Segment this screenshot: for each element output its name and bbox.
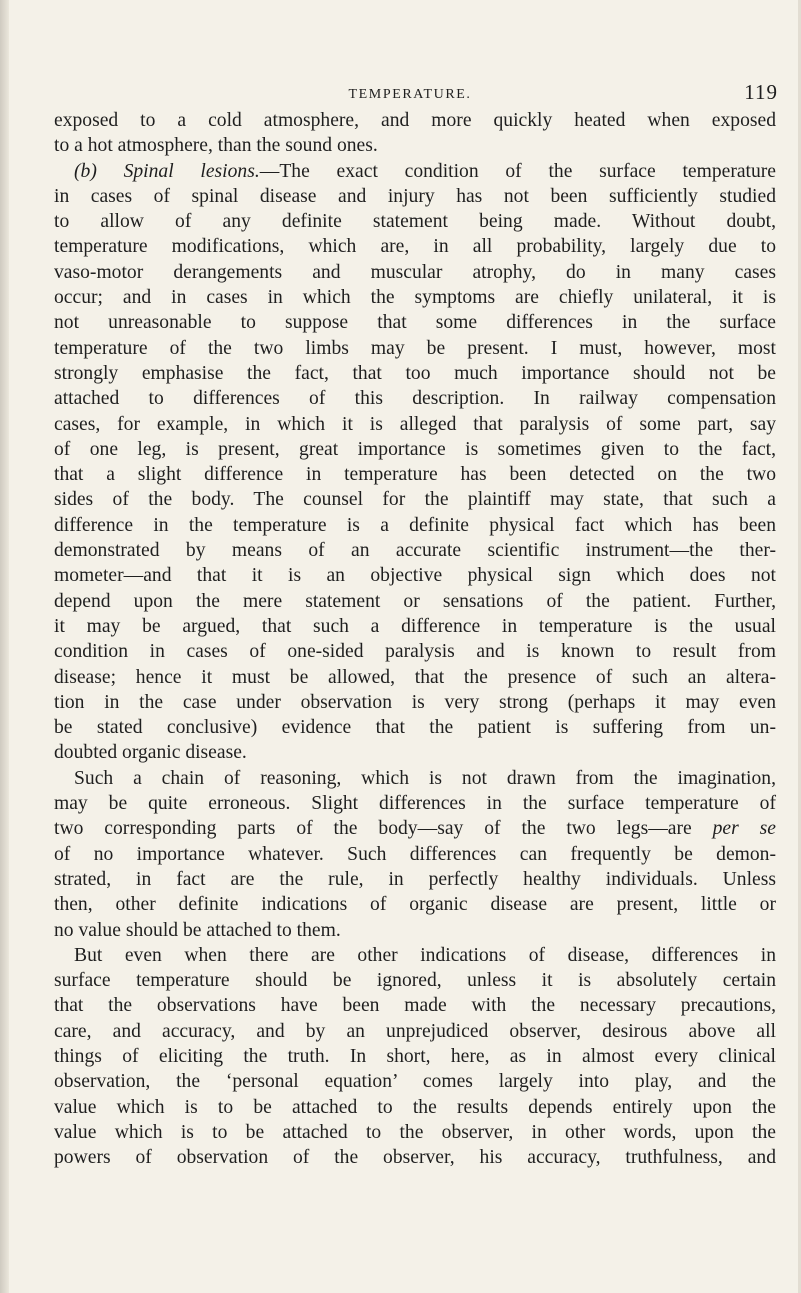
latin-phrase: per se — [712, 818, 776, 840]
text-line: to a hot atmosphere, than the sound ones. — [54, 135, 378, 157]
text-line: may be quite erroneous. Slight differences in the surface temperature of — [54, 793, 776, 815]
text-line: no value should be attached to them. — [54, 919, 341, 941]
text-line: that a slight difference in temperature has been detected on the two — [54, 464, 776, 486]
text-line: strated, in fact are the rule, in perfectly healthy individuals. Unless — [54, 868, 776, 890]
page-number: 119 — [744, 80, 778, 104]
text-line-with-italic — [54, 816, 776, 841]
running-title: TEMPERATURE. — [348, 87, 472, 102]
text-run: —The exact condition of the surface temperature — [259, 160, 777, 182]
text-line: Such a chain of reasoning, which is not drawn from the imagination, — [74, 767, 776, 789]
page-edge-shadow — [0, 0, 9, 1293]
text-run: two corresponding parts of the body—say of the two legs—are — [54, 818, 692, 840]
text-line: exposed to a cold atmosphere, and more quickly heated when exposed — [54, 110, 776, 131]
text-line: doubted organic disease. — [54, 742, 247, 764]
body-text — [54, 108, 776, 1170]
text-line: of one leg, is present, great importance is sometimes given to the fact, — [54, 438, 776, 460]
text-line: attached to differences of this description. In railway compensation — [54, 388, 776, 410]
text-line: difference in the temperature is a definite physical fact which has been — [54, 514, 776, 536]
text-line: care, and accuracy, and by an unprejudiced observer, desirous above all — [54, 1020, 776, 1042]
text-line: strongly emphasise the fact, that too much importance should not be — [54, 362, 776, 384]
text-line: sides of the body. The counsel for the plaintiff may state, that such a — [54, 489, 776, 511]
text-line: surface temperature should be ignored, unless it is absolutely certain — [54, 970, 776, 992]
text-line: be stated conclusive) evidence that the patient is suffering from un- — [54, 717, 776, 739]
text-line: depend upon the mere statement or sensations of the patient. Further, — [54, 590, 776, 612]
text-line: powers of observation of the observer, his accuracy, truthfulness, and — [54, 1147, 776, 1169]
text-line: temperature modifications, which are, in all probability, largely due to — [54, 236, 776, 258]
text-line: that the observations have been made with the necessary precautions, — [54, 995, 776, 1017]
text-line: in cases of spinal disease and injury has not been sufficiently studied — [54, 185, 776, 207]
text-line: value which is to be attached to the results depends entirely upon the — [54, 1096, 776, 1118]
text-line: of no importance whatever. Such differences can frequently be demon- — [54, 843, 776, 865]
text-line: value which is to be attached to the observer, in other words, upon the — [54, 1121, 776, 1143]
text-line: vaso-motor derangements and muscular atrophy, do in many cases — [54, 261, 776, 283]
text-line: then, other definite indications of organic disease are present, little or — [54, 894, 776, 916]
text-line: to allow of any definite statement being made. Without doubt, — [54, 211, 776, 233]
text-line: But even when there are other indications of disease, differences in — [74, 944, 776, 966]
text-line: mometer—and that it is an objective physical sign which does not — [54, 565, 776, 587]
text-line: cases, for example, in which it is alleged that paralysis of some part, say — [54, 413, 776, 435]
text-line: demonstrated by means of an accurate scientific instrument—the ther- — [54, 540, 776, 562]
text-line: observation, the ‘personal equation’ comes largely into play, and the — [54, 1071, 776, 1093]
text-line: temperature of the two limbs may be present. I must, however, most — [54, 337, 776, 359]
text-line: things of eliciting the truth. In short, here, as in almost every clinical — [54, 1045, 776, 1067]
text-line: disease; hence it must be allowed, that the presence of such an altera- — [54, 666, 776, 688]
page-header — [40, 80, 780, 106]
text-line: tion in the case under observation is very strong (perhaps it may even — [54, 691, 776, 713]
text-line: condition in cases of one-sided paralysis and is known to result from — [54, 641, 776, 663]
text-line: occur; and in cases in which the symptoms are chiefly unilateral, it is — [54, 287, 776, 309]
section-heading: (b) Spinal lesions. — [74, 160, 260, 182]
section-heading-line — [54, 159, 776, 184]
text-line: not unreasonable to suppose that some differences in the surface — [54, 312, 776, 334]
text-line: it may be argued, that such a difference in temperature is the usual — [54, 615, 776, 637]
